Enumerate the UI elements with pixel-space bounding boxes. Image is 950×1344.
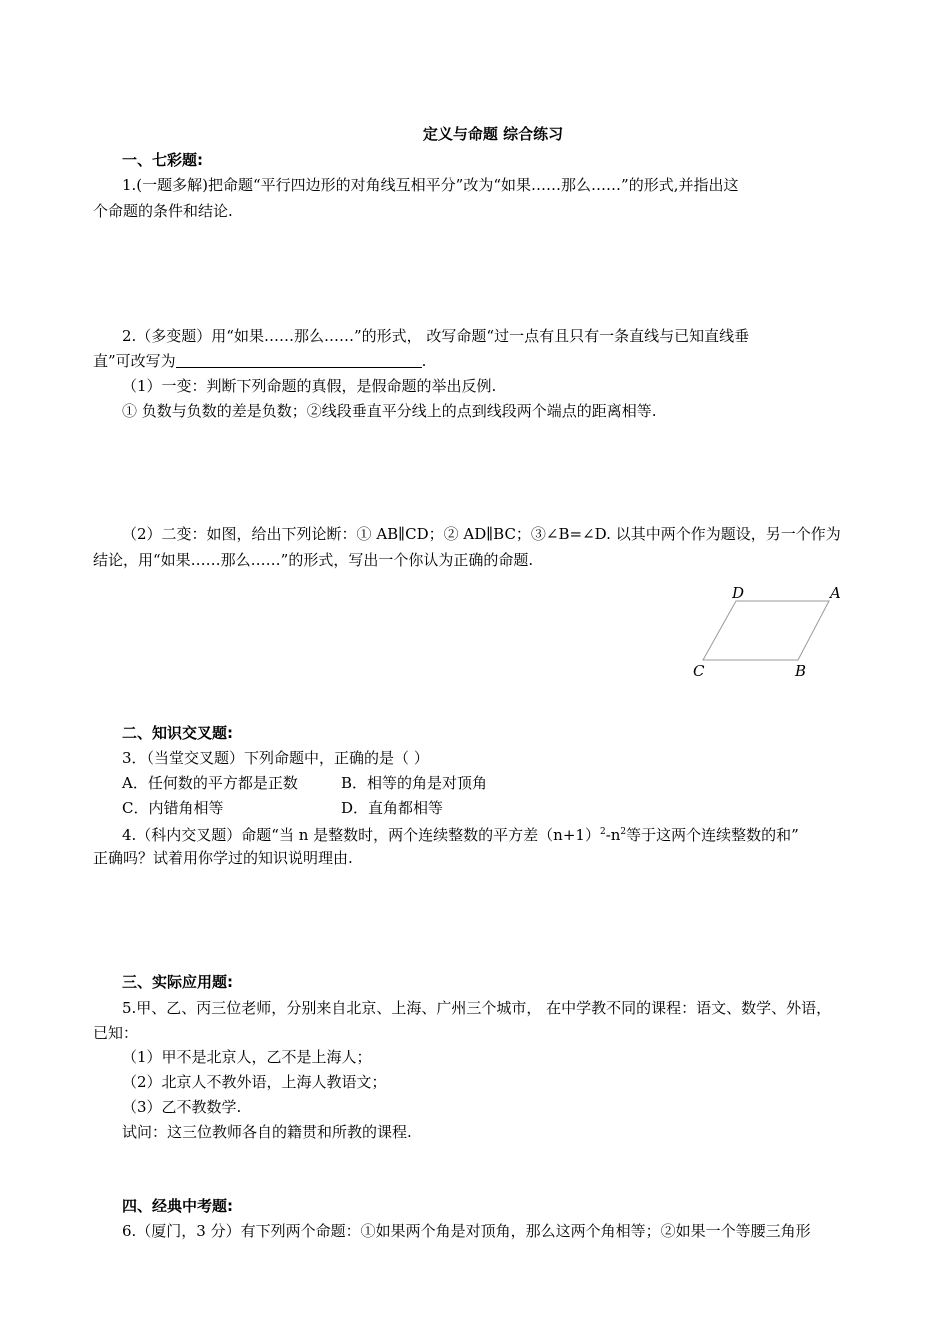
q4-line-1	[122, 822, 799, 845]
q2-line-1: 2.（多变题）用“如果……那么……”的形式， 改写命题“过一点有且只有一条直线与已知直线垂	[122, 327, 750, 345]
section-1-heading: 一、七彩题:	[122, 151, 203, 169]
q5-condition-1: （1）甲不是北京人，乙不是上海人；	[122, 1048, 372, 1066]
q3-option-a: A．任何数的平方都是正数	[122, 774, 298, 792]
q5-question: 试问：这三位教师各自的籍贯和所教的课程.	[122, 1123, 412, 1141]
q3-option-b: B．相等的角是对顶角	[341, 774, 488, 792]
q2-line-2-text: 直”可改写为	[93, 352, 176, 370]
q4-text-a: 4.（科内交叉题）命题“当 n 是整数时，两个连续整数的平方差（n+1）	[122, 826, 600, 844]
q1-line-1: 1.(一题多解)把命题“平行四边形的对角线互相平分”改为“如果……那么……”的形式,并指出这	[122, 176, 739, 194]
parallelogram-figure	[680, 578, 860, 688]
q5-line-2: 已知：	[93, 1024, 139, 1042]
q5-line-1: 5.甲、乙、丙三位老师，分别来自北京、上海、广州三个城市， 在中学教不同的课程：语文、数学、外语，	[122, 999, 832, 1017]
section-2-heading: 二、知识交叉题:	[122, 724, 233, 742]
label-d: D	[732, 584, 745, 602]
q3-stem: 3．（当堂交叉题）下列命题中，正确的是（ ）	[122, 749, 429, 767]
label-c: C	[693, 662, 705, 680]
q3-option-d: D．直角都相等	[341, 799, 444, 817]
page-title: 定义与命题 综合练习	[422, 125, 564, 143]
parallelogram-shape	[703, 601, 829, 660]
section-3-heading: 三、实际应用题:	[122, 973, 233, 991]
q4-text-b: 等于这两个连续整数的和”	[626, 826, 799, 844]
q2-part-2-line-1: （2）二变：如图，给出下列论断：① AB∥CD；② AD∥BC；③∠B=∠D. 以其中两个作为题设，另一个作为	[122, 525, 841, 543]
q6-line-1: 6.（厦门，3 分）有下列两个命题：①如果两个角是对顶角，那么这两个角相等；②如果一个等腰三角形	[122, 1222, 811, 1240]
q4-line-2: 正确吗？试着用你学过的知识说明理由.	[93, 849, 353, 867]
q4-exponent-1: 2	[599, 827, 606, 837]
q5-condition-2: （2）北京人不教外语，上海人教语文；	[122, 1073, 387, 1091]
q4-exponent-2: 2	[620, 827, 627, 837]
q2-part-2-line-2: 结论，用“如果……那么……”的形式，写出一个你认为正确的命题.	[93, 551, 534, 569]
q2-part-1: （1）一变：判断下列命题的真假，是假命题的举出反例.	[122, 377, 497, 395]
answer-blank[interactable]	[176, 352, 422, 368]
q2-part-1-items: ① 负数与负数的差是负数；②线段垂直平分线上的点到线段两个端点的距离相等.	[122, 402, 657, 420]
q3-option-c: C．内错角相等	[122, 799, 224, 817]
q4-text-mid: -n	[605, 826, 621, 844]
q2-line-2-end: .	[421, 352, 427, 370]
q1-line-2: 个命题的条件和结论.	[93, 202, 233, 220]
label-a: A	[830, 584, 841, 602]
section-4-heading: 四、经典中考题:	[122, 1197, 233, 1215]
label-b: B	[795, 662, 807, 680]
q2-line-2	[93, 351, 426, 371]
q5-condition-3: （3）乙不教数学.	[122, 1098, 242, 1116]
